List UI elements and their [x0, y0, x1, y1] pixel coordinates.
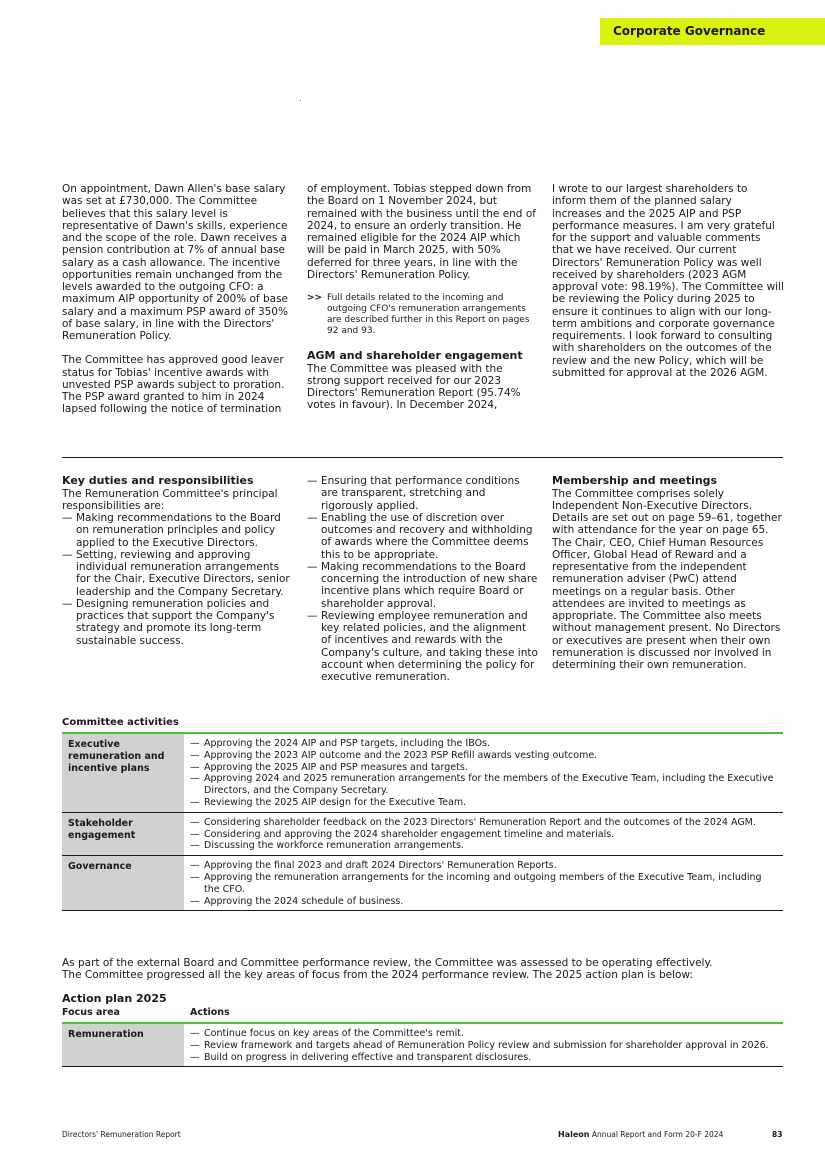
- list-item: — Considering shareholder feedback on the 2023 Directors' Remuneration Report and the outcomes of the 2024 AGM.: [190, 817, 777, 829]
- list-item: — Approving the 2024 schedule of business.: [190, 896, 777, 908]
- footer-brand: Haleon: [558, 1130, 590, 1139]
- column-header-actions: Actions: [190, 1007, 230, 1018]
- page-number: 83: [772, 1130, 783, 1139]
- row-label: Stakeholder engagement: [62, 812, 184, 855]
- duties-column-1: [62, 475, 294, 647]
- intro-paragraph: The Committee has approved good leaver status for Tobias' incentive awards with unvested PSP awards subject to proration. The PSP award granted to him in 2024 lapsed following the notice of termination: [62, 354, 285, 416]
- membership-body: The Committee comprises solely Independent Non-Executive Directors. Details are set out on page 59–61, together with attendance for the year on page 65. The Chair, CEO, Chief Human Resources Officer, Global Head of Reward and a representative from the independent remuneration adviser (PwC) attend meetings on a regular basis. Other attendees are invited to meetings as appropriate. The Committee also meets without management present. No Directors or executives are present when their own remuneration is discussed nor involved in determining their own remuneration.: [552, 487, 782, 671]
- table-row: [62, 733, 783, 812]
- divider: [62, 457, 783, 458]
- intro-paragraph: The Committee was pleased with the strong support received for our 2023 Directors' Remuneration Report (95.74% votes in favour). In December 2024,: [307, 362, 521, 412]
- duties-heading: Key duties and responsibilities: [62, 474, 254, 487]
- assessment-line: As part of the external Board and Committee performance review, the Committee was assessed to be operating effectively.: [62, 957, 713, 969]
- activities-table: [62, 732, 783, 911]
- intro-paragraph: I wrote to our largest shareholders to inform them of the planned salary increases and the 2025 AIP and PSP performance measures. I am very grateful for the support and valuable comments that we have received. Our current Directors' Remuneration Policy was well received by shareholders (2023 AGM approval vote: 98.19%). The Committee will be reviewing the Policy during 2025 to ensure it continues to align with our long-term ambitions and corporate governance requirements. I look forward to consulting with shareholders on the outcomes of the review and the new Policy, which will be submitted for approval at the 2026 AGM.: [552, 183, 784, 379]
- table-row: [62, 812, 783, 855]
- agm-heading: AGM and shareholder engagement: [307, 349, 523, 362]
- row-label: Remuneration: [62, 1023, 184, 1067]
- list-item: — Considering and approving the 2024 shareholder engagement timeline and materials.: [190, 829, 777, 841]
- list-item: — Reviewing employee remuneration and key related policies, and the alignment of incentives and rewards with the Company's culture, and taking these into account when determining the policy for executive remuneration.: [307, 610, 539, 684]
- row-label: Executive remuneration and incentive plans: [62, 733, 184, 812]
- membership-column: [552, 475, 784, 671]
- list-item: — Making recommendations to the Board concerning the introduction of new share incentive plans which require Board or shareholder approval.: [307, 561, 539, 610]
- table-row: [62, 1023, 783, 1067]
- row-actions: [184, 812, 783, 855]
- intro-column-2: [307, 183, 539, 412]
- list-item: — Review framework and targets ahead of Remuneration Policy review and submission for shareholder approval in 2026.: [190, 1040, 777, 1052]
- intro-paragraph: On appointment, Dawn Allen's base salary was set at £730,000. The Committee believes that this salary level is representative of Dawn's skills, experience and the scope of the role. Dawn receives a pension contribution at 7% of annual base salary as a cash allowance. The incentive opportunities remain unchanged from the levels awarded to the outgoing CFO: a maximum AIP opportunity of 200% of base salary and a maximum PSP award of 350% of base salary, in line with the Directors' Remuneration Policy.: [62, 183, 289, 342]
- intro-paragraph: of employment. Tobias stepped down from the Board on 1 November 2024, but remained with the business until the end of 2024, to ensure an orderly transition. He remained eligible for the 2024 AIP which will be paid in March 2025, with 50% deferred for three years, in line with the Directors' Remuneration Policy.: [307, 183, 536, 281]
- intro-column-3: [552, 183, 784, 379]
- duties-column-2: [307, 475, 539, 683]
- footer-report: [558, 1130, 723, 1139]
- list-item: — Approving the 2023 AIP outcome and the 2023 PSP Refill awards vesting outcome.: [190, 750, 777, 762]
- list-item: — Approving the 2025 AIP and PSP measures and targets.: [190, 762, 777, 774]
- list-item: — Build on progress in delivering effective and transparent disclosures.: [190, 1052, 777, 1064]
- section-tab: [600, 18, 825, 45]
- list-item: — Designing remuneration policies and practices that support the Company's strategy and promote its long-term sustainable success.: [62, 598, 294, 647]
- table-row: [62, 856, 783, 911]
- list-item: — Approving the final 2023 and draft 2024 Directors' Remuneration Reports.: [190, 860, 777, 872]
- list-item: — Approving the 2024 AIP and PSP targets, including the IBOs.: [190, 738, 777, 750]
- row-actions: [184, 733, 783, 812]
- list-item: — Approving 2024 and 2025 remuneration arrangements for the members of the Executive Team, including the Executive Directors, and the Company Secretary.: [190, 773, 777, 797]
- row-actions: [184, 1023, 783, 1067]
- double-chevron-icon: >>: [307, 293, 323, 303]
- duties-list: [62, 512, 294, 647]
- list-item: — Setting, reviewing and approving individual remuneration arrangements for the Chair, Executive Directors, senior leadership and the Company Secretary.: [62, 549, 294, 598]
- list-item: — Continue focus on key areas of the Committee's remit.: [190, 1028, 777, 1040]
- list-item: — Ensuring that performance conditions are transparent, stretching and rigorously applied.: [307, 475, 539, 512]
- list-item: — Approving the remuneration arrangements for the incoming and outgoing members of the Executive Team, including the CFO.: [190, 872, 777, 896]
- duties-list: [307, 475, 539, 683]
- assessment-line: The Committee progressed all the key areas of focus from the 2024 performance review. The 2025 action plan is below:: [62, 969, 693, 982]
- duties-lead: The Remuneration Committee's principal responsibilities are:: [62, 487, 278, 512]
- list-item: — Reviewing the 2025 AIP design for the Executive Team.: [190, 797, 777, 809]
- membership-heading: Membership and meetings: [552, 474, 718, 487]
- cross-reference-note: [307, 293, 539, 337]
- column-header-focus: Focus area: [62, 1007, 120, 1018]
- assessment-text: [62, 957, 792, 982]
- list-item: — Enabling the use of discretion over outcomes and recovery and withholding of awards where the Committee deems this to be appropriate.: [307, 512, 539, 561]
- list-item: — Discussing the workforce remuneration arrangements.: [190, 840, 777, 852]
- note-text: Full details related to the incoming and outgoing CFO's remuneration arrangements are described further in this Report on pages 92 and 93.: [327, 293, 530, 336]
- intro-column-1: [62, 183, 294, 416]
- action-plan-title: Action plan 2025: [62, 992, 167, 1005]
- activities-title: Committee activities: [62, 717, 179, 728]
- footer-report-title: Annual Report and Form 20-F 2024: [591, 1130, 724, 1139]
- action-plan-table: [62, 1022, 783, 1067]
- row-label: Governance: [62, 856, 184, 911]
- stray-dot: [300, 100, 301, 101]
- row-actions: [184, 856, 783, 911]
- list-item: — Making recommendations to the Board on remuneration principles and policy applied to the Executive Directors.: [62, 512, 294, 549]
- footer-section-name: Directors' Remuneration Report: [62, 1130, 181, 1139]
- section-title: Corporate Governance: [613, 24, 766, 38]
